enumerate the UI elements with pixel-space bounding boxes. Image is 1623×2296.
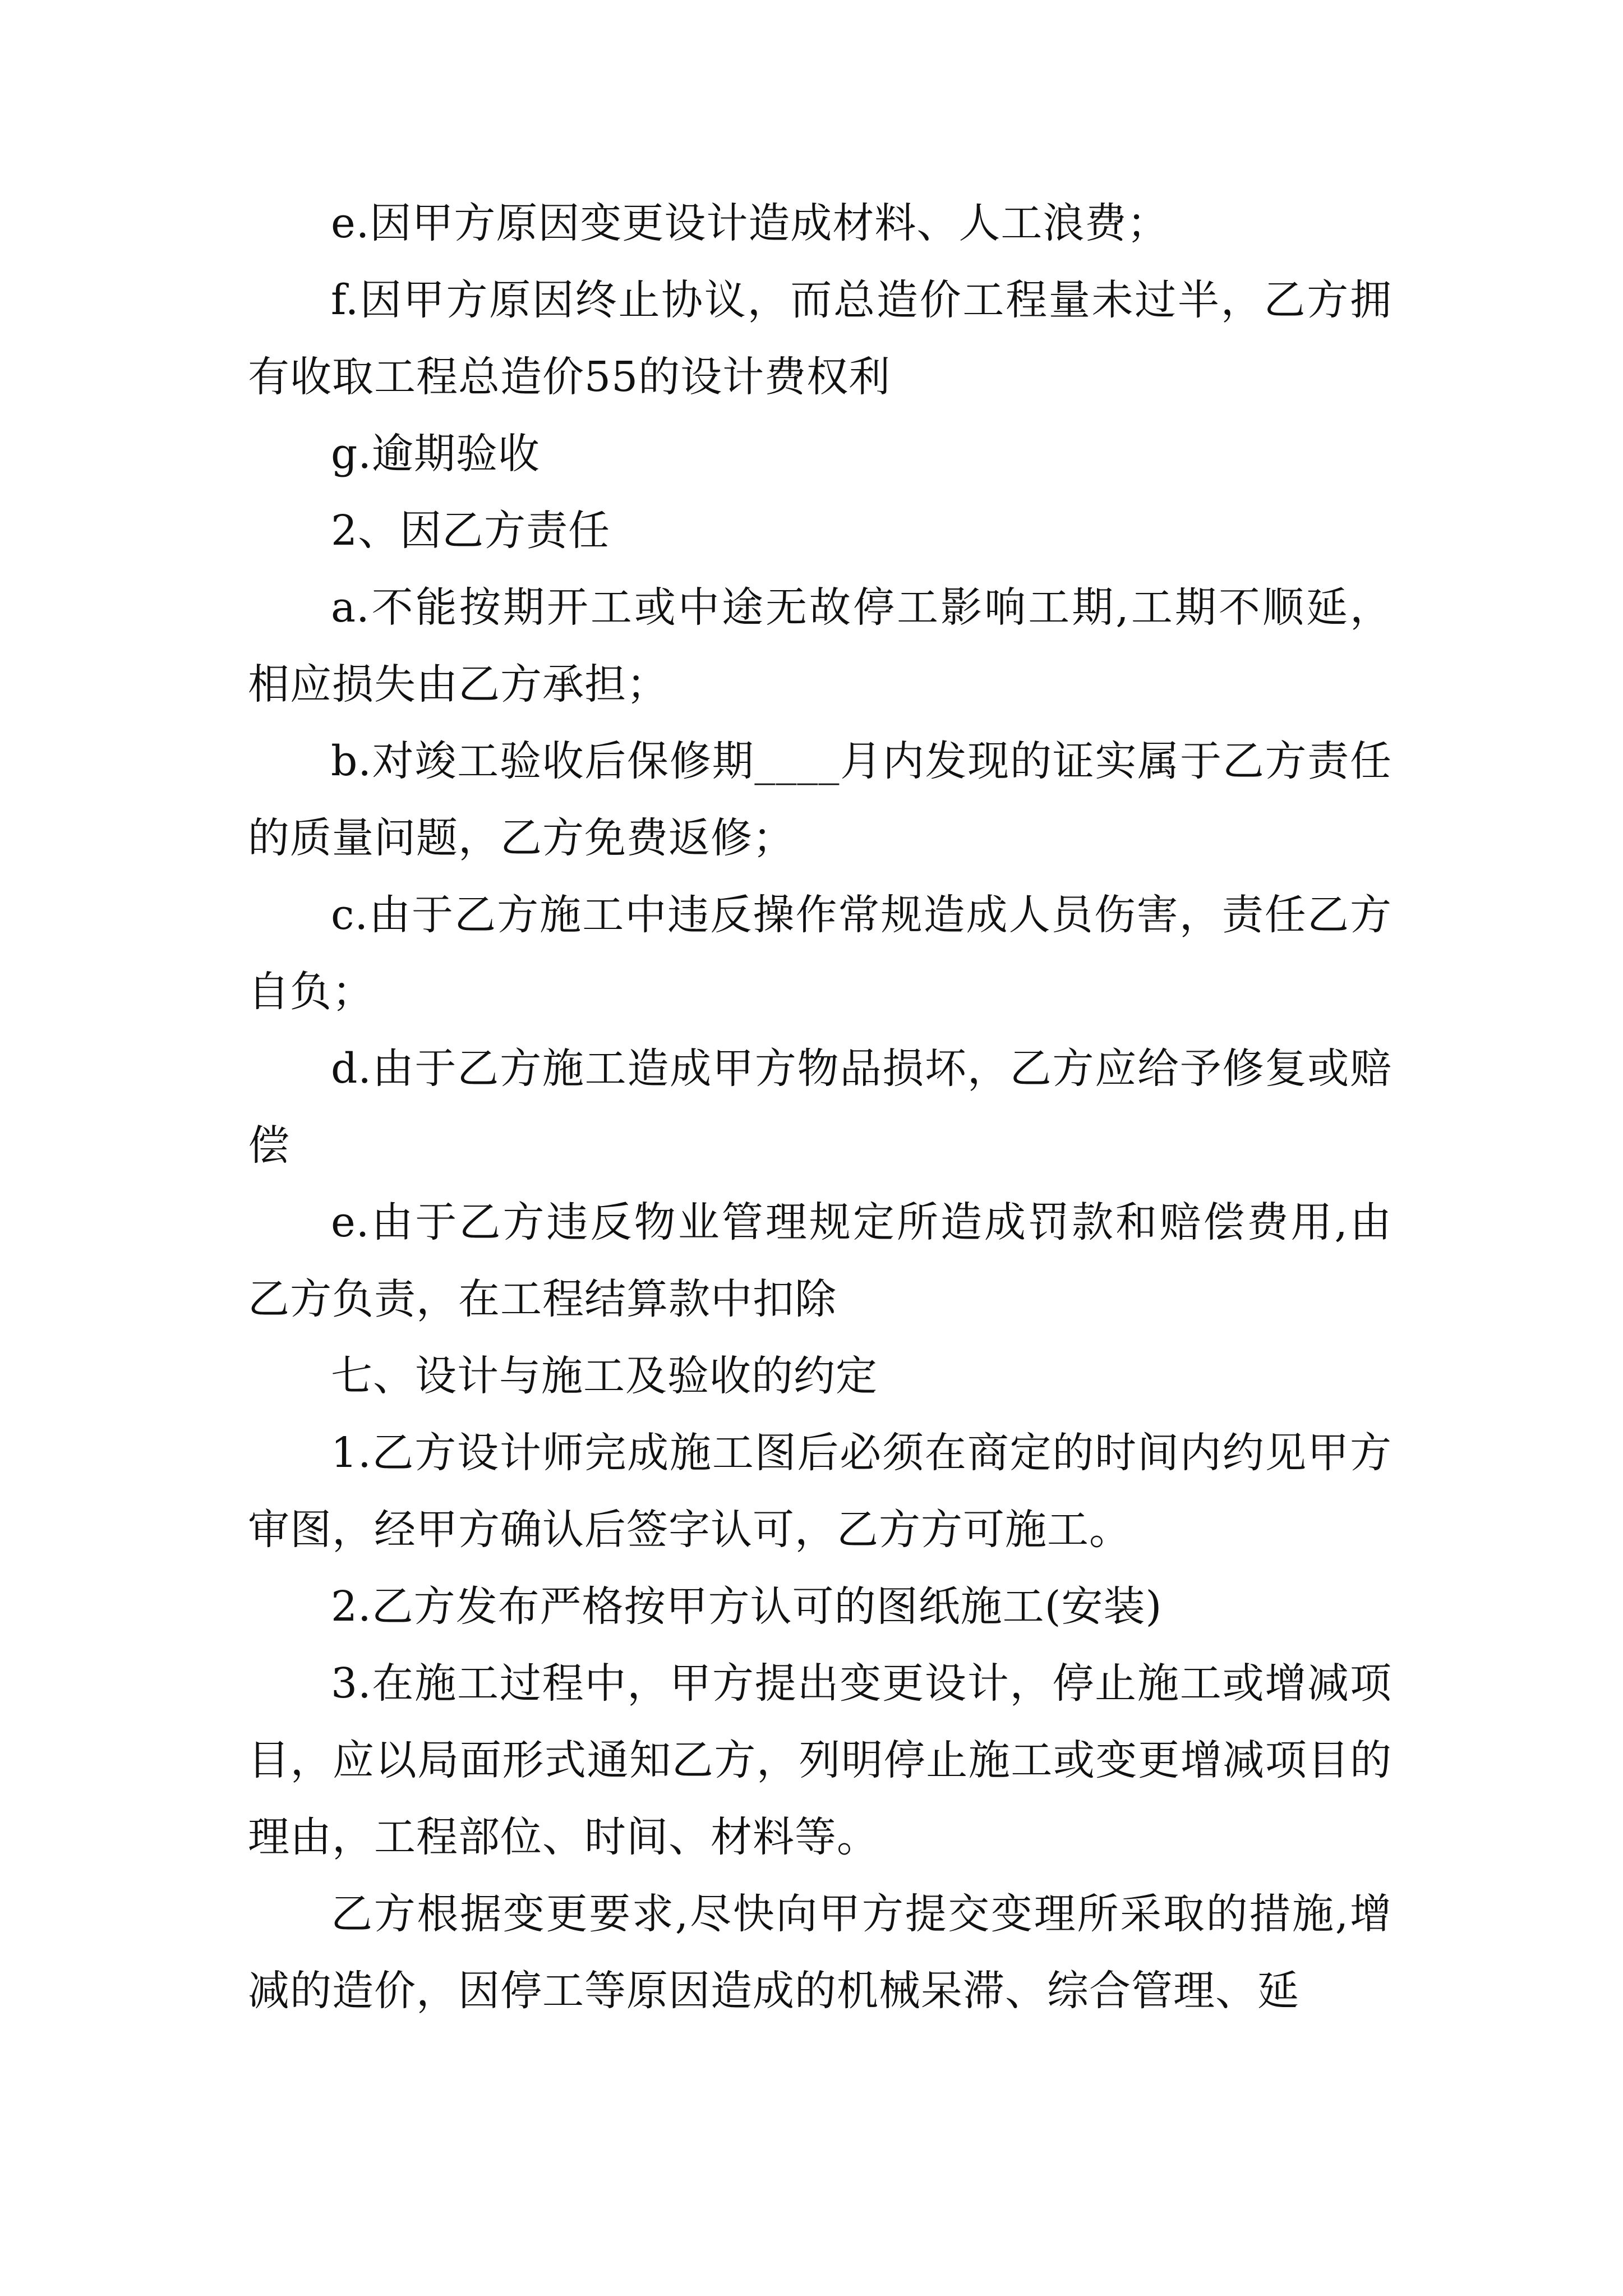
paragraph-e-party-a: e.因甲方原因变更设计造成材料、人工浪费； [331,199,1169,247]
paragraph-g-party-a: g.逾期验收 [331,430,540,478]
paragraph-f-party-a: f.因甲方原因终止协议，而总造价工程量未过半，乙方拥有收取工程总造价55的设计费权利 [248,276,1392,401]
document-page [248,185,1392,2030]
paragraph-b-party-b: b.对竣工验收后保修期____月内发现的证实属于乙方责任的质量问题，乙方免费返修； [248,737,1392,862]
paragraph-2-design: 2.乙方发布严格按甲方认可的图纸施工(安装) [331,1582,1163,1631]
paragraph-change-response: 乙方根据变更要求,尽快向甲方提交变理所采取的措施,增减的造价，因停工等原因造成的机械呆滞、综合管理、延 [248,1890,1392,2015]
paragraph-1-design: 1.乙方设计师完成施工图后必须在商定的时间内约见甲方审图，经甲方确认后签字认可，乙方方可施工。 [248,1429,1392,1554]
paragraph-e-party-b: e.由于乙方违反物业管理规定所造成罚款和赔偿费用,由乙方负责，在工程结算款中扣除 [248,1198,1392,1323]
section-heading-seven: 七、设计与施工及验收的约定 [331,1352,878,1400]
paragraph-a-party-b: a.不能按期开工或中途无故停工影响工期,工期不顺延，相应损失由乙方承担； [248,583,1392,708]
paragraph-3-design: 3.在施工过程中，甲方提出变更设计，停止施工或增减项目，应以局面形式通知乙方，列明停止施工或变更增减项目的理由，工程部位、时间、材料等。 [248,1659,1392,1861]
section-heading-party-b: 2、因乙方责任 [331,507,611,555]
paragraph-d-party-b: d.由于乙方施工造成甲方物品损坏，乙方应给予修复或赔偿 [248,1045,1392,1170]
paragraph-c-party-b: c.由于乙方施工中违反操作常规造成人员伤害，责任乙方自负； [248,891,1392,1016]
